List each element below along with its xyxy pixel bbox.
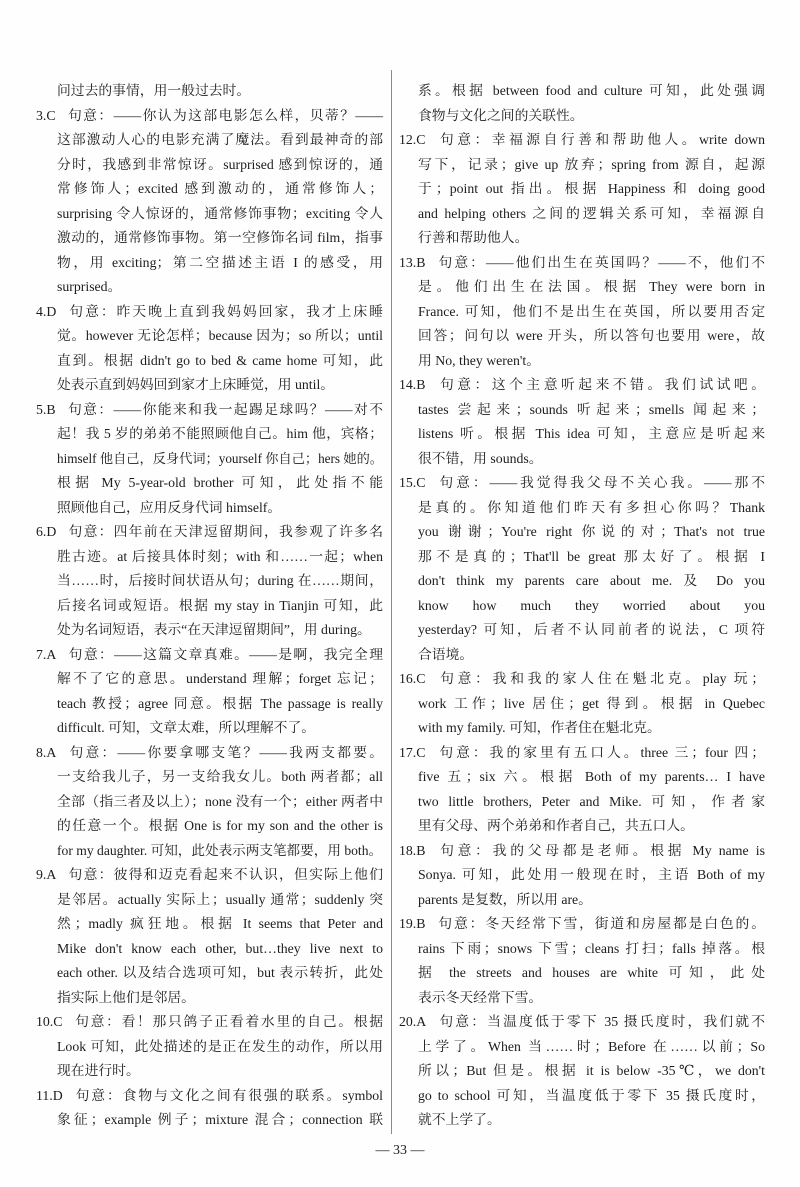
explanation-text: 后接名词或短语。根据 my stay in Tianjin 可知，此	[57, 597, 383, 613]
answer-item	[399, 1010, 765, 1133]
answer-line	[36, 300, 383, 325]
answer-line	[36, 863, 383, 888]
explanation-text: work 工作；live 居住；get 得到。根据 in Quebec	[418, 695, 765, 711]
answer-line	[399, 814, 765, 839]
explanation-text: 句意：食物与文化之间有很强的联系。symbol	[73, 1087, 383, 1103]
answer-line	[399, 1035, 765, 1060]
answer-line	[399, 251, 765, 276]
page-number: — 33 —	[375, 1143, 425, 1158]
answer-line	[36, 251, 383, 276]
answer-item	[399, 912, 765, 1010]
explanation-text: 句意：看！那只鸽子正看着水里的自己。根据	[73, 1014, 383, 1029]
answer-line	[399, 741, 765, 766]
answer-line	[399, 300, 765, 325]
explanation-text: 句意：——你能来和我一起踢足球吗？——对不	[66, 401, 383, 417]
answer-line	[399, 545, 765, 570]
explanation-text: Look 可知，此处描述的是正在发生的动作，所以用	[57, 1038, 383, 1054]
answer-line	[36, 349, 383, 374]
answer-line	[36, 153, 383, 178]
explanation-text: 就不上学了。	[418, 1112, 501, 1127]
explanation-text: tastes 尝起来；sounds 听起来；smells 闻起来；	[418, 401, 765, 417]
answer-line	[36, 692, 383, 717]
explanation-text: 是。他们出生在法国。根据 They were born in	[418, 279, 765, 294]
answer-item	[36, 741, 383, 864]
answer-line	[36, 1084, 383, 1109]
explanation-text: 里有父母、两个弟弟和作者自己，共五口人。	[418, 818, 694, 833]
answer-line	[36, 961, 383, 986]
explanation-text: 指实际上他们是邻居。	[57, 989, 195, 1005]
answer-line	[36, 324, 383, 349]
explanation-text: 常修饰人；excited 感到激动的，通常修饰人；	[57, 181, 383, 196]
explanation-text: 句意：——他们出生在英国吗？——不，他们不	[436, 254, 765, 270]
answer-item	[36, 520, 383, 643]
answer-line	[36, 643, 383, 668]
explanation-text: 物，用 exciting；第二空描述主语 I 的感受，用	[57, 254, 383, 270]
explanation-text: 很不错，用 sounds。	[418, 450, 543, 466]
explanation-text: 现在进行时。	[57, 1063, 140, 1078]
answer-line	[36, 1010, 383, 1035]
explanation-text: 的任意一个。根据 One is for my son and the other is	[57, 818, 383, 833]
answer-number: 6.D	[36, 524, 57, 539]
answer-line	[399, 961, 765, 986]
answer-line	[399, 520, 765, 545]
explanation-text: 直到。根据 didn't go to bed & came home 可知，此	[57, 352, 383, 368]
explanation-text: himself 他自己，反身代词；yourself 你自己；hers 她的。	[57, 450, 383, 466]
answer-line	[36, 937, 383, 962]
answer-line	[36, 814, 383, 839]
answer-item	[36, 863, 383, 1010]
answer-number: 15.C	[399, 475, 426, 490]
answer-line	[36, 471, 383, 496]
answer-item	[36, 1010, 383, 1084]
answer-line	[399, 765, 765, 790]
explanation-text: 表示冬天经常下雪。	[418, 989, 543, 1005]
explanation-text: 句意：我的家里有五口人。three 三；four 四；	[436, 744, 765, 760]
right-column	[399, 79, 765, 1133]
explanation-text: 象征；example 例子；mixture 混合；connection 联	[57, 1112, 383, 1127]
answer-line	[399, 104, 765, 129]
answer-line	[399, 447, 765, 472]
explanation-text: 合语境。	[418, 646, 474, 662]
answer-line	[36, 1108, 383, 1133]
answer-line	[399, 888, 765, 913]
answer-line	[399, 912, 765, 937]
answer-line	[36, 545, 383, 570]
answer-item	[399, 373, 765, 471]
answer-line	[36, 912, 383, 937]
explanation-text: 上学了。When 当……时；Before 在……以前；So	[418, 1038, 765, 1054]
explanation-text: five 五；six 六。根据 Both of my parents… I have	[418, 769, 765, 784]
explanation-text: 这部激动人心的电影充满了魔法。看到最神奇的部	[57, 132, 383, 147]
answer-item	[36, 1084, 383, 1133]
answer-line	[36, 1059, 383, 1084]
answer-line	[36, 79, 383, 104]
answer-line	[399, 692, 765, 717]
explanation-text: parents 是复数，所以用 are。	[418, 891, 592, 907]
answer-number: 20.A	[399, 1014, 427, 1029]
explanation-text: 起！我 5 岁的弟弟不能照顾他自己。him 他，宾格；	[57, 426, 383, 441]
answer-line	[36, 790, 383, 815]
answer-line	[399, 569, 765, 594]
answer-item	[36, 104, 383, 300]
answer-line	[36, 765, 383, 790]
explanation-text: 当……时，后接时间状语从句；during 在……期间，	[57, 573, 383, 588]
explanation-text: Sonya. 可知，此处用一般现在时，主语 Both of my	[418, 867, 765, 882]
explanation-text: 分时，我感到非常惊讶。surprised 感到惊讶的，通	[57, 156, 383, 172]
explanation-text: 照顾他自己，应用反身代词 himself。	[57, 499, 282, 515]
answer-line	[36, 569, 383, 594]
explanation-text: 句意：幸福源自行善和帮助他人。write down	[436, 132, 765, 147]
explanation-text: with my family. 可知，作者住在魁北克。	[418, 720, 661, 735]
explanation-text: 解不了它的意思。understand 理解；forget 忘记；	[57, 671, 383, 686]
answer-continuation	[36, 79, 383, 104]
explanation-text: 句意：——你认为这部电影怎么样，贝蒂？——	[66, 107, 383, 123]
answer-number: 19.B	[399, 916, 426, 931]
explanation-text: 句意：我和我的家人住在魁北克。play 玩；	[436, 671, 765, 686]
explanation-text: 句意：昨天晚上直到我妈妈回家，我才上床睡	[67, 303, 383, 319]
answer-item	[399, 839, 765, 913]
explanation-text: 句意：彼得和迈克看起来不认识，但实际上他们	[67, 867, 383, 882]
answer-line	[399, 716, 765, 741]
explanation-text: 然；madly 疯狂地。根据 It seems that Peter and	[57, 916, 383, 931]
answer-line	[36, 716, 383, 741]
answer-item	[399, 471, 765, 667]
explanation-text: and helping others 之间的逻辑关系可知，幸福源自	[418, 205, 765, 221]
answer-number: 14.B	[399, 377, 426, 392]
answer-line	[399, 79, 765, 104]
answer-number: 9.A	[36, 867, 57, 882]
explanation-text: 于；point out 指出。根据 Happiness 和 doing good	[418, 181, 765, 196]
explanation-text: 句意：这个主意听起来不错。我们试试吧。	[436, 377, 765, 392]
explanation-text: yesterday? 可知，后者不认同前者的说法，C 项符	[418, 622, 765, 637]
explanation-text: listens 听。根据 This idea 可知，主意应是听起来	[418, 426, 765, 441]
explanation-text: 句意：冬天经常下雪，街道和房屋都是白色的。	[436, 916, 765, 931]
answer-line	[399, 373, 765, 398]
explanation-text: rains 下雨；snows 下雪；cleans 打扫；falls 掉落。根	[418, 940, 765, 956]
explanation-text: 句意：——你要拿哪支笔？——我两支都要。	[67, 744, 383, 760]
answer-line	[399, 128, 765, 153]
answer-item	[399, 667, 765, 741]
answer-line	[36, 226, 383, 251]
answer-line	[36, 1035, 383, 1060]
explanation-text: you 谢谢；You're right 你说的对；That's not true	[418, 524, 765, 539]
answer-line	[399, 863, 765, 888]
answer-line	[399, 790, 765, 815]
answer-line	[399, 471, 765, 496]
answer-line	[36, 373, 383, 398]
explanation-text: 行善和帮助他人。	[418, 230, 529, 245]
answer-line	[399, 618, 765, 643]
explanation-text: surprising 令人惊讶的，通常修饰事物；exciting 令人	[57, 205, 383, 221]
answer-line	[399, 226, 765, 251]
explanation-text: difficult. 可知，文章太难，所以理解不了。	[57, 720, 316, 735]
answer-line	[399, 153, 765, 178]
left-column	[36, 79, 383, 1133]
answer-line	[36, 202, 383, 227]
explanation-text: 一支给我儿子，另一支给我女儿。both 两者都；all	[57, 769, 383, 784]
explanation-text: 那不是真的；That'll be great 那太好了。根据 I	[418, 548, 765, 564]
answer-line	[399, 275, 765, 300]
answer-continuation	[399, 79, 765, 128]
explanation-text: don't think my parents care about me. 及 Do you	[418, 573, 765, 588]
answer-line	[36, 888, 383, 913]
explanation-text: teach 教授；agree 同意。根据 The passage is really	[57, 695, 383, 711]
answer-number: 18.B	[399, 842, 426, 858]
answer-number: 7.A	[36, 646, 57, 662]
explanation-text: 句意：我的父母都是老师。根据 My name is	[436, 842, 765, 858]
answer-item	[36, 300, 383, 398]
answer-line	[36, 275, 383, 300]
answer-line	[36, 104, 383, 129]
answer-line	[399, 1084, 765, 1109]
answer-line	[399, 202, 765, 227]
answer-line	[399, 177, 765, 202]
answer-number: 10.C	[36, 1014, 63, 1029]
explanation-text: 是邻居。actually 实际上；usually 通常；suddenly 突	[57, 891, 383, 907]
answer-line	[36, 422, 383, 447]
explanation-text: Mike don't know each other, but…they live next to	[57, 940, 383, 956]
explanation-text: two little brothers, Peter and Mike. 可知，作者家	[418, 793, 765, 809]
explanation-text: 句意：——我觉得我父母不关心我。——那不	[436, 475, 765, 490]
answer-line	[36, 839, 383, 864]
answer-number: 11.D	[36, 1087, 63, 1103]
answer-line	[399, 937, 765, 962]
explanation-text: 写下，记录；give up 放弃；spring from 源自，起源	[418, 156, 765, 172]
explanation-text: know how much they worried about you	[418, 597, 765, 613]
answer-line	[399, 324, 765, 349]
answer-line	[36, 741, 383, 766]
explanation-text: 问过去的事情，用一般过去时。	[57, 83, 251, 98]
answer-line	[399, 398, 765, 423]
explanation-text: 句意：当温度低于零下 35 摄氏度时，我们就不	[437, 1014, 765, 1029]
answer-number: 17.C	[399, 744, 426, 760]
answer-line	[36, 177, 383, 202]
explanation-text: 激动的，通常修饰事物。第一空修饰名词 film，指事	[57, 230, 383, 245]
answer-line	[36, 986, 383, 1011]
answer-line	[36, 398, 383, 423]
answer-number: 3.C	[36, 107, 56, 123]
answer-line	[36, 667, 383, 692]
explanation-text: surprised。	[57, 279, 122, 294]
answer-item	[399, 251, 765, 374]
explanation-text: 食物与文化之间的关联性。	[418, 107, 584, 123]
explanation-text: go to school 可知，当温度低于零下 35 摄氏度时，	[418, 1087, 765, 1103]
answer-line	[36, 128, 383, 153]
answer-item	[399, 128, 765, 251]
answer-line	[399, 839, 765, 864]
explanation-text: 全部（指三者及以上）；none 没有一个；either 两者中	[57, 793, 383, 809]
answer-line	[399, 1108, 765, 1133]
explanation-text: France. 可知，他们不是出生在英国，所以要用否定	[418, 303, 765, 319]
answer-line	[399, 643, 765, 668]
answer-number: 12.C	[399, 132, 426, 147]
explanation-text: 觉。however 无论怎样；because 因为；so 所以；until	[57, 328, 383, 343]
answer-line	[399, 422, 765, 447]
answer-line	[399, 1010, 765, 1035]
answer-line	[399, 349, 765, 374]
answer-number: 4.D	[36, 303, 57, 319]
answer-number: 16.C	[399, 671, 426, 686]
answer-line	[36, 520, 383, 545]
explanation-text: 句意：四年前在天津逗留期间，我参观了许多名	[67, 524, 383, 539]
explanation-text: 是真的。你知道他们昨天有多担心你吗？Thank	[418, 499, 765, 515]
answer-line	[399, 986, 765, 1011]
explanation-text: each other. 以及结合选项可知，but 表示转折，此处	[57, 965, 383, 980]
explanation-text: 胜古迹。at 后接具体时刻；with 和……一起；when	[57, 548, 383, 564]
explanation-text: 处为名词短语，表示“在天津逗留期间”，用 during。	[57, 622, 371, 637]
explanation-text: 系。根据 between food and culture 可知，此处强调	[418, 83, 765, 98]
explanation-text: 用 No, they weren't。	[418, 352, 541, 368]
explanation-text: 句意：——这篇文章真难。——是啊，我完全理	[67, 646, 383, 662]
explanation-text: 回答；问句以 were 开头，所以答句也要用 were，故	[418, 328, 765, 343]
answer-line	[399, 496, 765, 521]
explanation-text: 所以；But 但是。根据 it is below -35℃，we don't	[418, 1063, 765, 1078]
answer-item	[36, 643, 383, 741]
column-divider	[391, 70, 392, 1134]
answer-line	[36, 618, 383, 643]
answer-line	[36, 496, 383, 521]
answer-number: 8.A	[36, 744, 57, 760]
answer-number: 5.B	[36, 401, 56, 417]
answer-line	[36, 447, 383, 472]
explanation-text: 处表示直到妈妈回到家才上床睡觉，用 until。	[57, 377, 335, 392]
answer-line	[399, 594, 765, 619]
explanation-text: 根据 My 5-year-old brother 可知，此处指不能	[57, 475, 383, 490]
answer-number: 13.B	[399, 254, 426, 270]
answer-line	[399, 1059, 765, 1084]
answer-item	[399, 741, 765, 839]
answer-line	[399, 667, 765, 692]
answer-item	[36, 398, 383, 521]
explanation-text: 据 the streets and houses are white 可知，此处	[418, 965, 765, 980]
answer-line	[36, 594, 383, 619]
explanation-text: for my daughter. 可知，此处表示两支笔都要，用 both。	[57, 842, 383, 858]
